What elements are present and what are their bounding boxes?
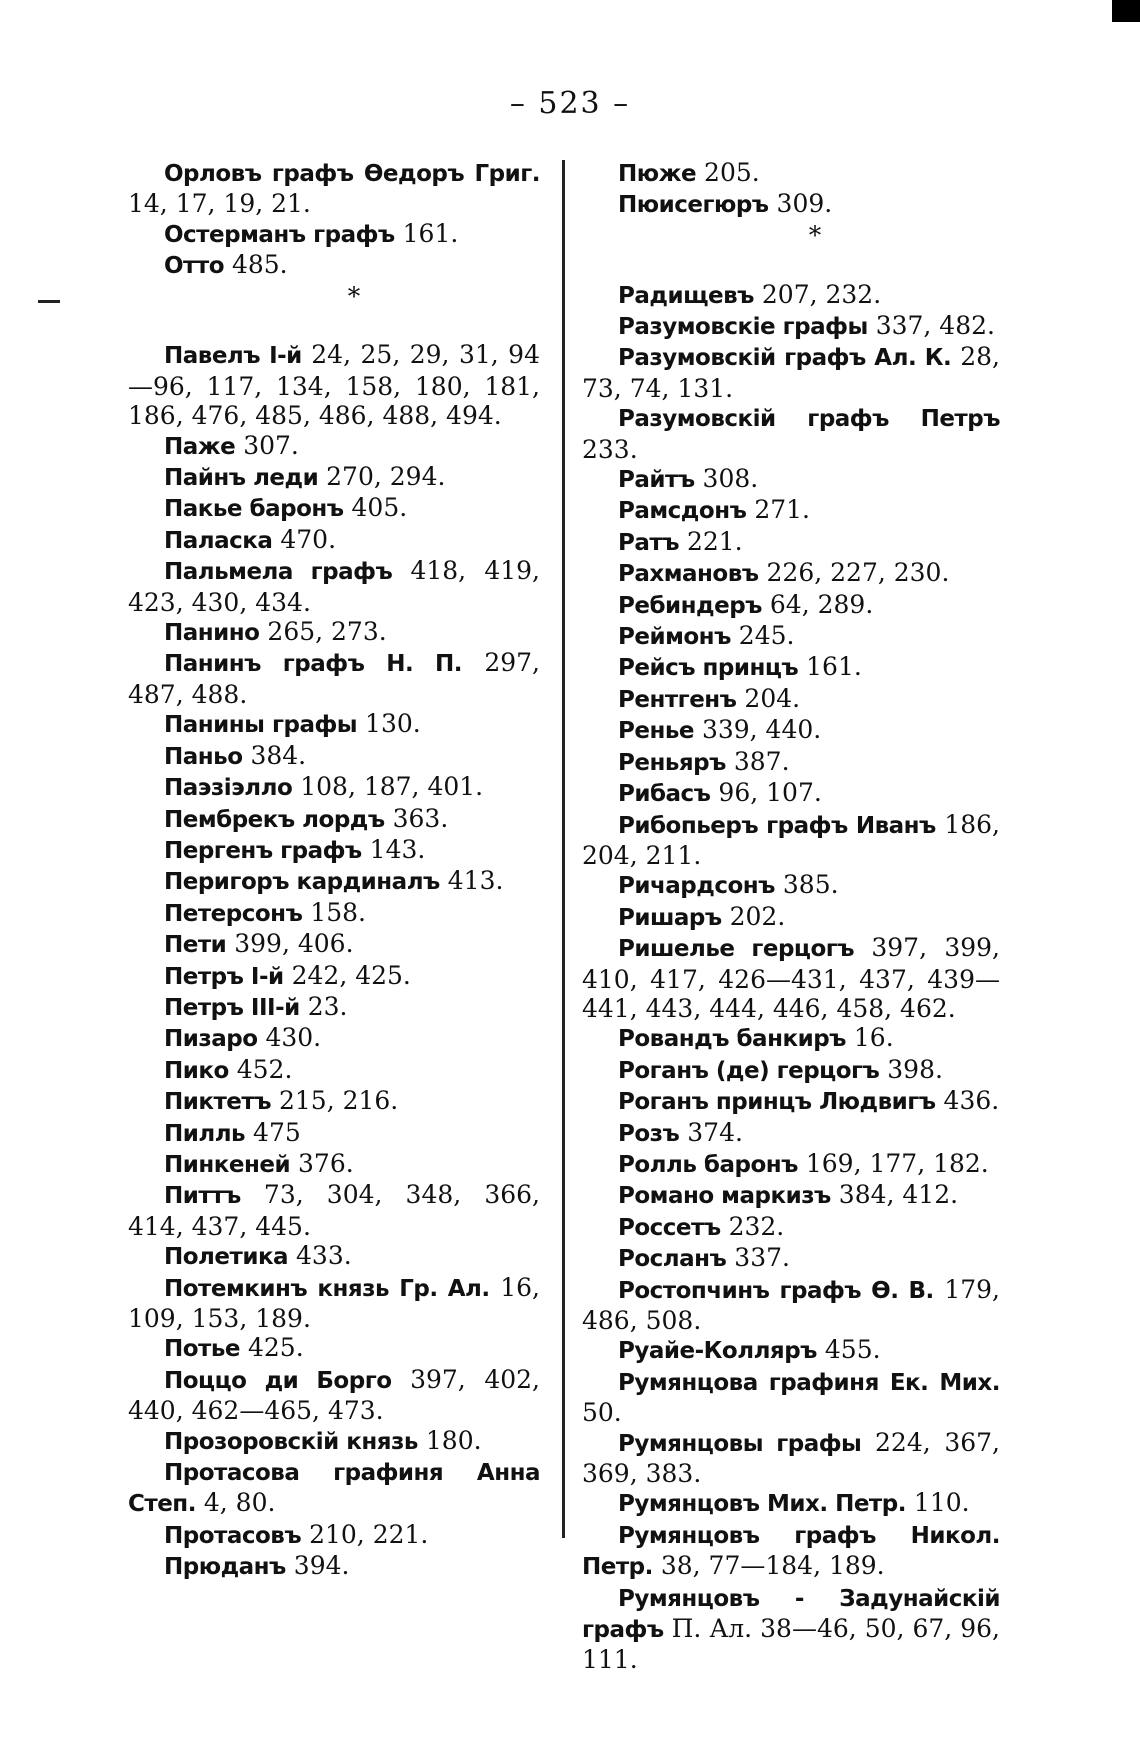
index-entry [128,219,540,250]
entry-page-refs: 14, 17, 19, 21. [128,189,311,219]
index-entry [582,1367,1000,1428]
index-entry [128,1273,540,1334]
index-entry [128,961,540,992]
index-entry [128,648,540,709]
index-entry [128,1333,540,1364]
entry-name: Пиктетъ [164,1089,272,1116]
entry-page-refs: 374. [679,1117,743,1147]
entry-page-refs: 224, 367, 369, 383. [582,1427,1000,1489]
index-entry [582,1180,1000,1211]
entry-page-refs: 205. [696,158,760,187]
index-entry [128,772,540,803]
entry-page-refs: П. Ал. 38—46, 50, 67, 96, 111. [582,1614,1000,1675]
entry-page-refs: 308. [694,464,759,494]
entry-page-refs: 16. [845,1023,894,1053]
index-entry [128,250,540,281]
index-entry [582,495,1000,526]
entry-name: Паже [164,433,236,460]
index-entry [128,992,540,1023]
entry-page-refs: 169, 177, 182. [797,1148,989,1178]
index-entry [128,1055,540,1086]
entry-name: Петерсонъ [164,900,303,927]
entry-page-refs: 180. [417,1425,482,1455]
entry-page-refs: 108, 187, 401. [292,772,484,802]
index-entry [582,870,1000,901]
entry-page-refs: 475 [245,1117,301,1147]
entry-name: Ришаръ [618,904,722,931]
index-entry [582,527,1000,558]
index-entry [582,715,1000,746]
entry-page-refs: 186, 204, 211. [582,809,1000,870]
entry-page-refs: 38, 77—184, 189. [652,1551,885,1581]
entry-page-refs: 158. [302,897,366,927]
entry-page-refs: 110. [905,1488,970,1518]
index-entry [582,1086,1000,1117]
entry-name: Паласка [164,527,273,554]
entry-page-refs: 452. [228,1054,293,1084]
entry-name: Пальмела графъ [164,559,393,586]
entry-page-refs: 242, 425. [283,960,411,990]
entry-name: Ребиндеръ [618,592,762,619]
index-entry [128,866,540,897]
page-number: – 523 – [509,86,631,121]
index-entry [128,431,540,462]
index-entry [582,1243,1000,1274]
entry-page-refs: 16, 109, 153, 189. [128,1272,540,1334]
entry-name: Реньяръ [618,749,726,776]
index-entry [128,1180,540,1241]
entry-page-refs: 226, 227, 230. [758,558,950,588]
index-entry [582,1335,1000,1366]
index-entry [582,1055,1000,1086]
index-entry [582,464,1000,495]
entry-name: Панины графы [164,712,358,739]
entry-name: Роганъ (де) герцогъ [618,1057,880,1084]
entry-page-refs: 418, 419, 423, 430, 434. [128,556,540,617]
index-entry [128,1551,540,1582]
entry-name: Рибопьеръ графъ Иванъ [618,812,936,839]
entry-name: Петръ I-й [164,963,284,990]
index-entry [128,556,540,617]
entry-page-refs: 399, 406. [226,929,354,959]
entry-name: Рамсдонъ [618,498,747,525]
entry-name: Пети [164,932,227,959]
entry-name: Россетъ [618,1214,721,1241]
entry-name: Пембрекъ лордъ [164,806,385,833]
entry-name: Петръ III-й [164,994,300,1021]
entry-page-refs: 387. [725,746,790,776]
entry-page-refs: 179, 486, 508. [582,1274,1000,1336]
entry-page-refs: 394. [285,1551,350,1581]
index-entry [582,1212,1000,1243]
entry-name: Ролль баронъ [618,1151,798,1178]
entry-name: Ришелье герцогъ [618,936,855,963]
index-entry [582,189,1000,220]
entry-page-refs: 485. [224,250,288,280]
index-column-left [128,158,540,1583]
entry-name: Разумовскій графъ Ал. К. [618,345,952,372]
entry-name: Пилль [164,1120,246,1147]
scan-mark [38,300,60,303]
entry-name: Пюже [618,161,697,187]
index-entry [582,342,1000,403]
index-entry [582,311,1000,342]
entry-page-refs: 202. [721,901,786,931]
scan-corner-mark [1112,0,1140,22]
entry-name: Паэзіэлло [164,775,293,802]
index-entry [582,1583,1000,1675]
index-entry [582,1488,1000,1519]
entry-page-refs: 436. [935,1086,1000,1116]
entry-page-refs: 470. [272,524,337,554]
entry-name: Пико [164,1057,229,1084]
entry-page-refs: 161. [394,218,459,248]
entry-name: Панинъ графъ Н. П. [164,651,463,678]
entry-page-refs: 363. [384,803,449,833]
index-entry [582,590,1000,621]
entry-page-refs: 161. [798,652,862,682]
entry-page-refs: 207, 232. [753,279,882,309]
index-entry [128,617,540,648]
index-entry [128,1457,540,1520]
entry-page-refs: 245. [730,621,795,651]
entry-name: Потемкинъ князь Гр. Ал. [164,1275,490,1302]
entry-page-refs: 397, 402, 440, 462—465, 473. [128,1364,540,1426]
entry-name: Райтъ [618,467,695,494]
entry-name: Рентгенъ [618,686,737,713]
section-separator: * [808,220,822,250]
index-entry [128,1520,540,1551]
entry-page-refs: 96, 107. [710,778,822,808]
index-entry [128,835,540,866]
entry-page-refs: 204. [736,683,801,713]
index-entry [582,1149,1000,1180]
index-entry [582,1118,1000,1149]
entry-name: Румянцовы графы [618,1430,862,1457]
entry-page-refs: 384. [242,740,307,770]
entry-name: Питтъ [164,1183,241,1210]
entry-name: Паньо [164,743,243,770]
entry-name: Ричардсонъ [618,873,775,900]
index-entry [582,652,1000,683]
index-entry [582,747,1000,778]
index-entry [582,933,1000,1023]
entry-name: Роганъ принцъ Людвигъ [618,1089,936,1116]
entry-name: Потье [164,1336,241,1363]
entry-name: Романо маркизъ [618,1183,831,1210]
entry-name: Пюисегюръ [618,192,769,219]
index-entry [128,340,540,430]
entry-page-refs: 143. [361,834,426,864]
entry-name: Протасова графиня Анна Степ. [128,1460,540,1518]
entry-page-refs: 337, 482. [867,311,995,341]
index-entry [128,804,540,835]
index-entry [582,621,1000,652]
index-entry [128,898,540,929]
entry-name: Протасовъ [164,1522,302,1549]
entry-name: Пинкеней [164,1151,291,1178]
entry-name: Рахмановъ [618,561,759,588]
entry-name: Пизаро [164,1026,258,1053]
entry-page-refs: 425. [240,1333,304,1363]
entry-name: Ренье [618,718,694,745]
index-entry [128,1241,540,1272]
entry-page-refs: 337. [726,1243,790,1273]
entry-name: Реймонъ [618,624,731,651]
index-entry [582,902,1000,933]
entry-name: Румянцова графиня Ек. Мих. [618,1369,1000,1396]
entry-page-refs: 397, 399, 410, 417, 426—431, 437, 439—441, 443, 444, 446, 458, 462. [582,933,1000,1023]
entry-name: Руайе-Колляръ [618,1338,817,1365]
index-entry [128,1426,540,1457]
entry-name: Панино [164,620,260,647]
entry-page-refs: 73, 304, 348, 366, 414, 437, 445. [128,1180,540,1241]
entry-page-refs: 215, 216. [271,1086,399,1116]
index-entry [128,1086,540,1117]
entry-page-refs: 232. [720,1211,785,1241]
index-entry [582,810,1000,871]
index-entry [128,1023,540,1054]
index-entry [128,1149,540,1180]
entry-name: Румянцовъ графъ Никол. Петр. [582,1522,1000,1581]
entry-name: Ростопчинъ графъ Ө. В. [618,1277,934,1304]
entry-name: Пергенъ графъ [164,837,362,864]
entry-name: Орловъ графъ Өедоръ Григ. [164,161,540,187]
index-entry [128,158,540,219]
entry-page-refs: 405. [343,493,408,523]
entry-page-refs: 307. [235,430,299,460]
entry-name: Пайнъ леди [164,465,319,492]
entry-name: Радищевъ [618,282,754,309]
entry-page-refs: 50. [582,1398,622,1428]
entry-name: Поццо ди Борго [164,1367,392,1394]
entry-page-refs: 430. [257,1023,322,1053]
entry-name: Остерманъ графъ [164,221,395,248]
entry-name: Рейсъ принцъ [618,655,799,682]
entry-name: Румянцовъ Мих. Петр. [618,1491,906,1518]
index-entry [582,778,1000,809]
index-entry [582,158,1000,189]
entry-page-refs: 433. [288,1241,352,1271]
entry-name: Ровандъ банкиръ [618,1026,846,1053]
index-column-right [582,158,1000,1675]
index-entry [582,1520,1000,1583]
section-separator: * [347,281,361,311]
entry-page-refs: 4, 80. [195,1488,276,1518]
index-entry [128,709,540,740]
entry-page-refs: 24, 25, 29, 31, 94—96, 117, 134, 158, 180, 181, 186, 476, 485, 486, 488, 494. [128,340,540,431]
entry-page-refs: 210, 221. [301,1519,429,1549]
entry-name: Отто [164,253,225,280]
entry-page-refs: 297, 487, 488. [128,648,540,709]
entry-name: Розъ [618,1120,680,1147]
index-entry [128,493,540,524]
entry-name: Ратъ [618,529,679,556]
entry-page-refs: 376. [290,1148,354,1178]
index-entry [582,1428,1000,1489]
entry-page-refs: 130. [357,709,421,739]
index-entry [582,684,1000,715]
index-entry [582,280,1000,311]
entry-page-refs: 265, 273. [259,617,387,647]
index-entry [128,741,540,772]
entry-page-refs: 385. [774,870,839,900]
entry-page-refs: 64, 289. [761,589,874,619]
entry-page-refs: 384, 412. [830,1180,959,1210]
entry-page-refs: 233. [582,434,638,464]
index-entry [128,525,540,556]
index-entry [582,558,1000,589]
index-entry [582,1023,1000,1054]
entry-page-refs: 271. [746,495,810,525]
index-entry [128,1118,540,1149]
index-entry [128,929,540,960]
index-entry [582,403,1000,464]
entry-name: Полетика [164,1244,289,1271]
entry-name: Разумовскіе графы [618,314,868,341]
entry-name: Пакье баронъ [164,496,344,523]
entry-name: Румянцовъ - Задунайскій графъ [582,1585,1000,1644]
entry-name: Павелъ I-й [164,343,302,370]
entry-name: Перигоръ кардиналъ [164,869,440,896]
index-entry [128,462,540,493]
column-divider [562,160,565,1538]
entry-page-refs: 270, 294. [318,462,446,492]
entry-page-refs: 339, 440. [694,715,822,745]
entry-name: Рибасъ [618,781,711,808]
entry-name: Прозоровскій князь [164,1428,418,1455]
entry-name: Росланъ [618,1246,727,1273]
entry-page-refs: 28, 73, 74, 131. [582,342,1000,403]
index-entry [128,1365,540,1426]
entry-page-refs: 221. [679,526,743,556]
entry-page-refs: 23. [299,991,348,1021]
entry-page-refs: 455. [816,1335,881,1365]
entry-name: Разумовскій графъ Петръ [618,406,1000,433]
entry-page-refs: 413. [439,866,504,896]
entry-name: Прюданъ [164,1554,286,1581]
entry-page-refs: 398. [879,1054,943,1084]
index-entry [582,1275,1000,1336]
entry-page-refs: 309. [768,189,833,219]
